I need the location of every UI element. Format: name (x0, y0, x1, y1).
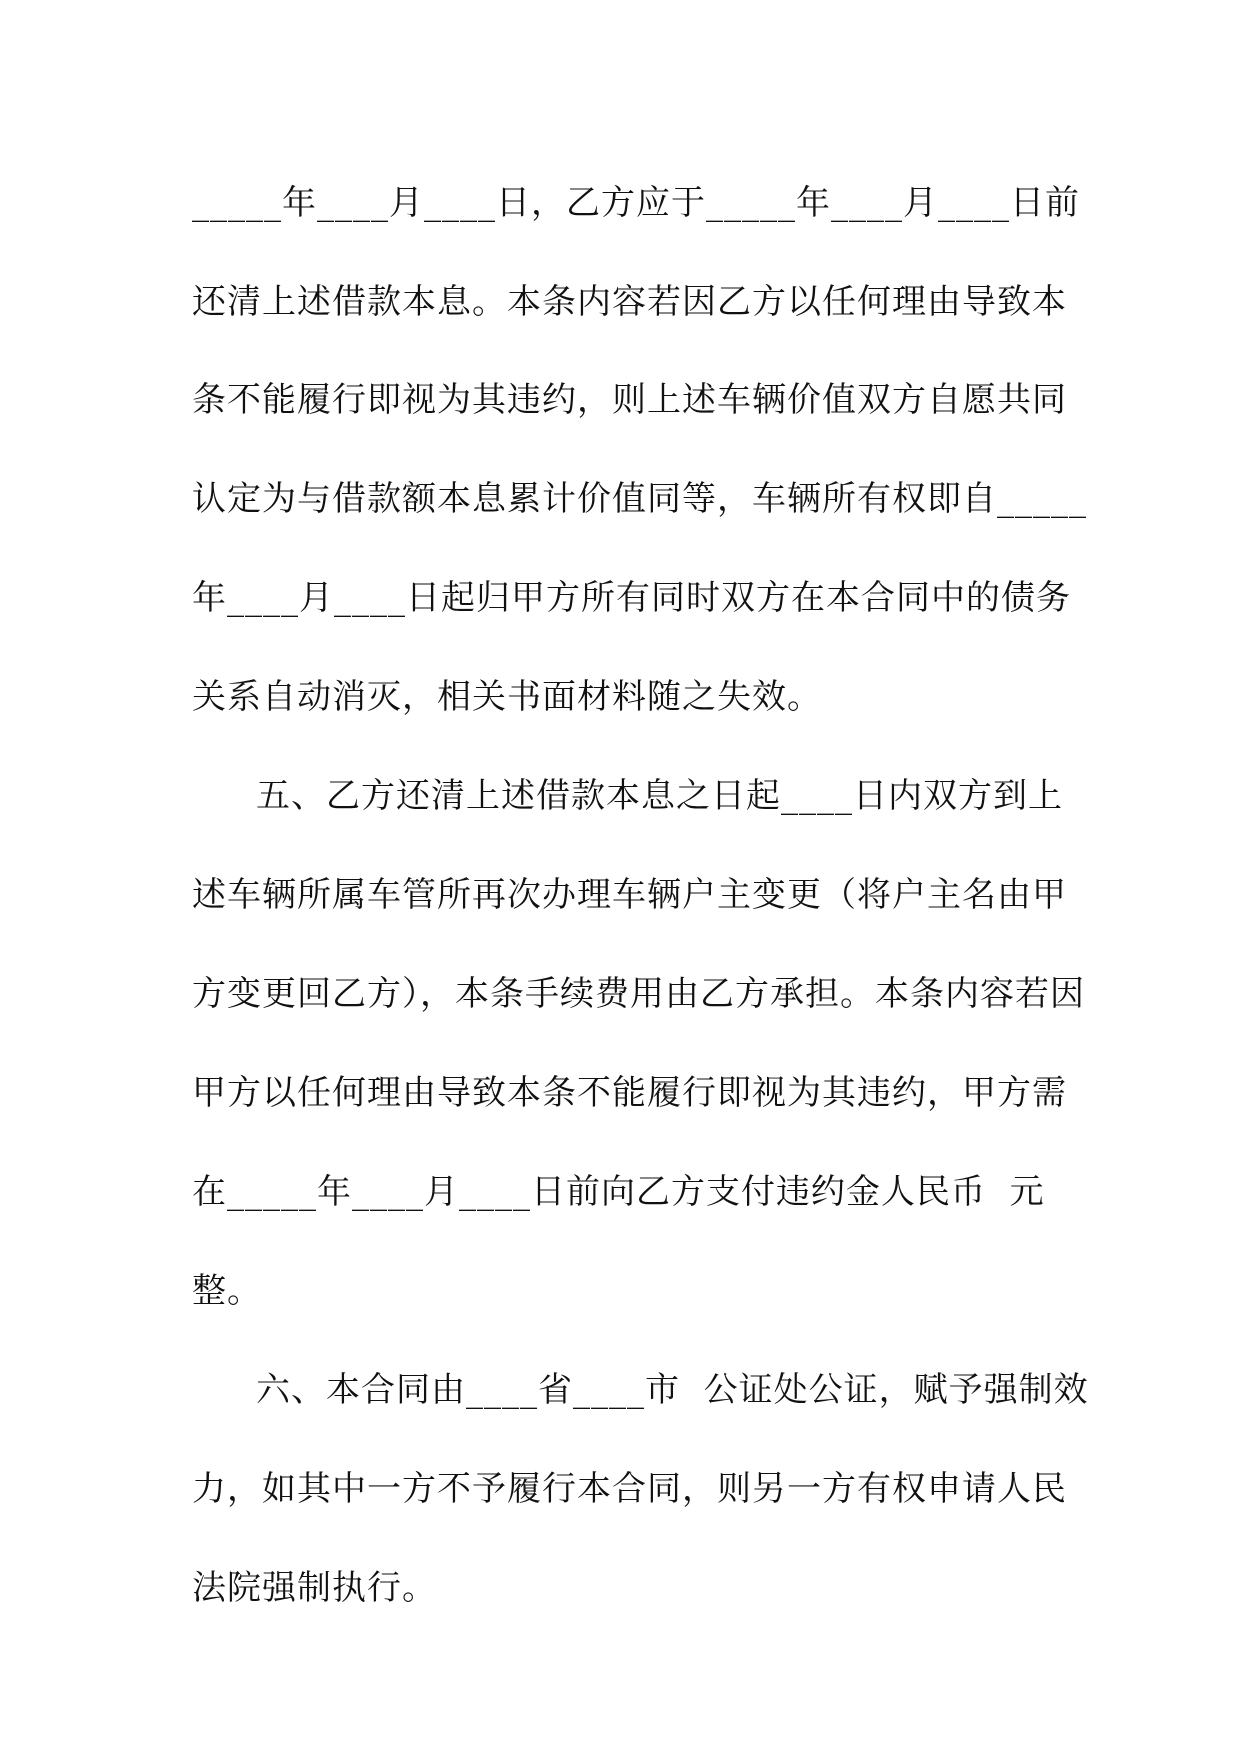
text-line: 法院强制执行。 (192, 1568, 437, 1608)
text-line: 在_____年____月____日前向乙方支付违约金人民币 元 (192, 1172, 1045, 1212)
text-line: 年____月____日起归甲方所有同时双方在本合同中的债务 (192, 578, 1071, 618)
text-line: 认定为与借款额本息累计价值同等，车辆所有权即自_____ (192, 479, 1087, 519)
text-line: 力，如其中一方不予履行本合同，则另一方有权申请人民 (192, 1469, 1067, 1509)
text-line: 还清上述借款本息。本条内容若因乙方以任何理由导致本 (192, 282, 1067, 322)
text-line: 条不能履行即视为其违约，则上述车辆价值双方自愿共同 (192, 380, 1067, 420)
text-line: 述车辆所属车管所再次办理车辆户主变更（将户主名由甲 (192, 875, 1067, 915)
paragraph-five-first-line: 五、乙方还清上述借款本息之日起____日内双方到上 (256, 776, 1063, 816)
text-line: 关系自动消灭，相关书面材料随之失效。 (192, 677, 822, 717)
text-line: 整。 (192, 1271, 262, 1311)
text-line: _____年____月____日，乙方应于_____年____月____日前 (192, 183, 1080, 223)
paragraph-six-first-line: 六、本合同由____省____市 公证处公证，赋予强制效 (256, 1370, 1089, 1410)
text-line: 方变更回乙方），本条手续费用由乙方承担。本条内容若因 (192, 974, 1085, 1014)
text-line: 甲方以任何理由导致本条不能履行即视为其违约，甲方需 (192, 1073, 1067, 1113)
